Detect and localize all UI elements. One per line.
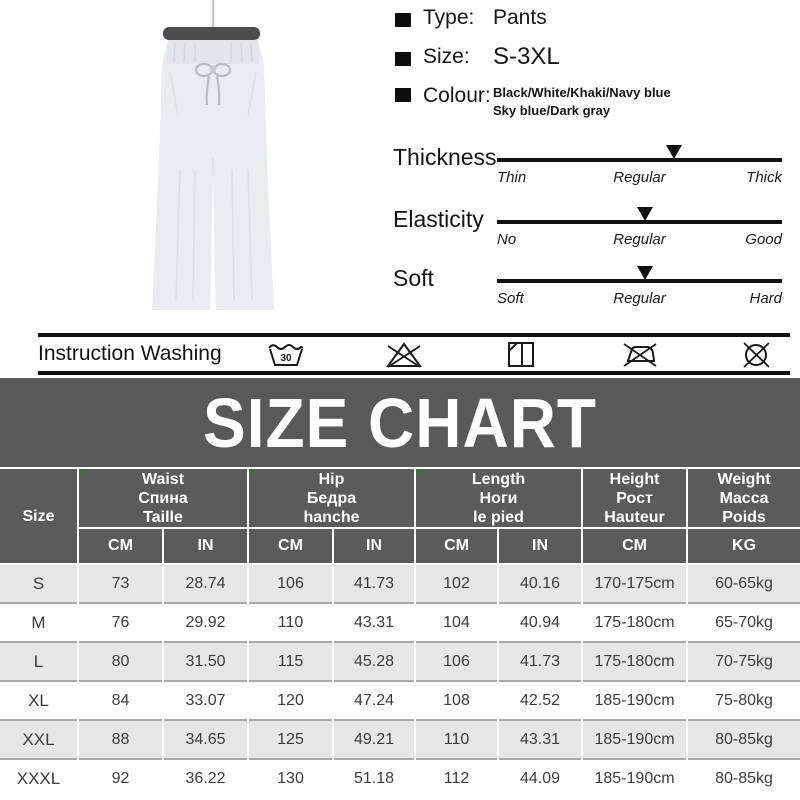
value-cell: 29.92 [163, 603, 248, 642]
elasticity-track [497, 220, 782, 251]
soft-label: Soft [393, 265, 434, 291]
slider-marker-icon [666, 145, 682, 159]
hip-ru: Бедра [306, 489, 357, 507]
value-cell: 110 [415, 720, 498, 759]
size-chart-title-band [0, 378, 800, 467]
attribute-sliders [393, 142, 785, 312]
elasticity-ticks [497, 231, 782, 251]
slider-marker-icon [637, 207, 653, 221]
unit-header: CM [415, 528, 498, 564]
value-cell: 44.09 [498, 759, 582, 797]
value-cell: 125 [248, 720, 333, 759]
excel-comment-marker-icon [249, 469, 256, 476]
table-row [0, 759, 800, 797]
size-cell: XXL [0, 720, 78, 759]
washing-title: Instruction Washing [38, 342, 222, 365]
do-not-iron-icon [619, 339, 659, 369]
spec-type [395, 6, 671, 30]
colour-value [493, 84, 671, 119]
value-cell: 75-80kg [687, 681, 800, 720]
value-cell: 45.28 [333, 642, 415, 681]
value-cell: 80-85kg [687, 720, 800, 759]
thickness-slider [393, 142, 785, 198]
col-header-waist [78, 469, 248, 528]
value-cell: 40.16 [498, 564, 582, 603]
waist-fr: Taille [143, 508, 183, 526]
value-cell: 106 [248, 564, 333, 603]
hanger-bar-icon [163, 27, 260, 40]
tick-label-left: No [497, 231, 517, 248]
tick-label-left: Thin [497, 169, 527, 186]
unit-header: CM [582, 528, 687, 564]
do-not-bleach-icon [384, 339, 424, 369]
weight-ru: Macca [719, 489, 769, 507]
size-cell: M [0, 603, 78, 642]
height-en: Height [609, 470, 660, 488]
value-cell: 130 [248, 759, 333, 797]
tick-label-right: Good [745, 231, 782, 248]
soft-track [497, 279, 782, 310]
size-cell: L [0, 642, 78, 681]
drawstring-knot [210, 66, 217, 73]
table-row [0, 642, 800, 681]
weight-fr: Poids [722, 508, 766, 526]
value-cell: 28.74 [163, 564, 248, 603]
slider-marker-icon [637, 266, 653, 280]
value-cell: 185-190cm [582, 720, 687, 759]
value-cell: 41.73 [498, 642, 582, 681]
value-cell: 40.94 [498, 603, 582, 642]
value-cell: 88 [78, 720, 163, 759]
unit-header: IN [333, 528, 415, 564]
hip-en: Hip [318, 470, 345, 488]
colour-value-line2: Sky blue/Dark gray [493, 102, 611, 118]
square-bullet-icon [395, 88, 411, 102]
value-cell: 92 [78, 759, 163, 797]
value-cell: 49.21 [333, 720, 415, 759]
value-cell: 185-190cm [582, 759, 687, 797]
length-ru: Ноги [479, 489, 518, 507]
size-chart-table [0, 469, 800, 797]
size-cell: S [0, 564, 78, 603]
value-cell: 108 [415, 681, 498, 720]
unit-header: KG [687, 528, 800, 564]
value-cell: 170-175cm [582, 564, 687, 603]
table-row [0, 681, 800, 720]
thickness-label: Thickness [393, 144, 497, 170]
colour-value-line1: Black/White/Khaki/Navy blue [493, 85, 671, 100]
length-fr: le pied [473, 508, 524, 526]
wash-30-icon [266, 339, 306, 369]
value-cell: 80 [78, 642, 163, 681]
thickness-track [497, 158, 782, 189]
value-cell: 34.65 [163, 720, 248, 759]
tick-label-right: Thick [746, 169, 782, 186]
tick-label-center: Regular [613, 231, 666, 248]
value-cell: 102 [415, 564, 498, 603]
waist-ru: Спина [138, 489, 188, 507]
spec-colour [395, 84, 671, 119]
soft-ticks [497, 290, 782, 310]
unit-header: IN [163, 528, 248, 564]
svg-text:30: 30 [280, 353, 292, 364]
size-cell: XXXL [0, 759, 78, 797]
value-cell: 120 [248, 681, 333, 720]
tick-label-right: Hard [749, 290, 782, 307]
value-cell: 110 [248, 603, 333, 642]
value-cell: 41.73 [333, 564, 415, 603]
table-row [0, 720, 800, 759]
value-cell: 31.50 [163, 642, 248, 681]
length-en: Length [471, 470, 526, 488]
col-header-height [582, 469, 687, 528]
washing-instructions-bar [38, 333, 790, 375]
unit-header: IN [498, 528, 582, 564]
table-row [0, 603, 800, 642]
col-header-hip [248, 469, 415, 528]
value-cell: 175-180cm [582, 642, 687, 681]
unit-header: CM [248, 528, 333, 564]
col-header-size: Size [0, 469, 78, 564]
size-value: S-3XL [493, 43, 560, 70]
value-cell: 51.18 [333, 759, 415, 797]
value-cell: 104 [415, 603, 498, 642]
unit-header: CM [78, 528, 163, 564]
tick-label-left: Soft [497, 290, 524, 307]
tick-label-center: Regular [613, 290, 666, 307]
elasticity-label: Elasticity [393, 206, 484, 232]
value-cell: 185-190cm [582, 681, 687, 720]
type-value: Pants [493, 6, 547, 29]
pants-waistband [166, 40, 260, 64]
excel-comment-marker-icon [79, 469, 86, 476]
value-cell: 106 [415, 642, 498, 681]
drip-dry-icon [501, 339, 541, 369]
table-row [0, 564, 800, 603]
value-cell: 65-70kg [687, 603, 800, 642]
excel-comment-marker-icon [416, 469, 423, 476]
value-cell: 175-180cm [582, 603, 687, 642]
soft-slider [393, 263, 785, 319]
waist-en: Waist [141, 470, 185, 488]
tick-label-center: Regular [613, 169, 666, 186]
value-cell: 43.31 [498, 720, 582, 759]
size-chart-table-wrap [0, 469, 800, 797]
slider-line [497, 158, 782, 162]
col-header-weight [687, 469, 800, 528]
height-fr: Hauteur [604, 508, 665, 526]
value-cell: 33.07 [163, 681, 248, 720]
size-chart-title: SIZE CHART [203, 383, 597, 462]
spec-size [395, 43, 671, 71]
do-not-dry-clean-icon [736, 339, 776, 369]
square-bullet-icon [395, 52, 411, 66]
value-cell: 70-75kg [687, 642, 800, 681]
value-cell: 42.52 [498, 681, 582, 720]
washing-icons [266, 339, 790, 369]
size-label: Size: [423, 45, 470, 68]
value-cell: 47.24 [333, 681, 415, 720]
value-cell: 60-65kg [687, 564, 800, 603]
value-cell: 43.31 [333, 603, 415, 642]
thickness-ticks [497, 169, 782, 189]
col-header-length [415, 469, 582, 528]
value-cell: 36.22 [163, 759, 248, 797]
value-cell: 73 [78, 564, 163, 603]
value-cell: 112 [415, 759, 498, 797]
value-cell: 84 [78, 681, 163, 720]
colour-label: Colour: [423, 84, 491, 107]
value-cell: 115 [248, 642, 333, 681]
type-label: Type: [423, 6, 475, 29]
elasticity-slider [393, 204, 785, 260]
pants-photo [100, 0, 380, 330]
weight-en: Weight [717, 470, 771, 488]
product-specs [395, 6, 671, 119]
value-cell: 80-85kg [687, 759, 800, 797]
value-cell: 76 [78, 603, 163, 642]
square-bullet-icon [395, 13, 411, 27]
height-ru: Рост [616, 489, 653, 507]
size-cell: XL [0, 681, 78, 720]
hip-fr: hanche [303, 508, 360, 526]
